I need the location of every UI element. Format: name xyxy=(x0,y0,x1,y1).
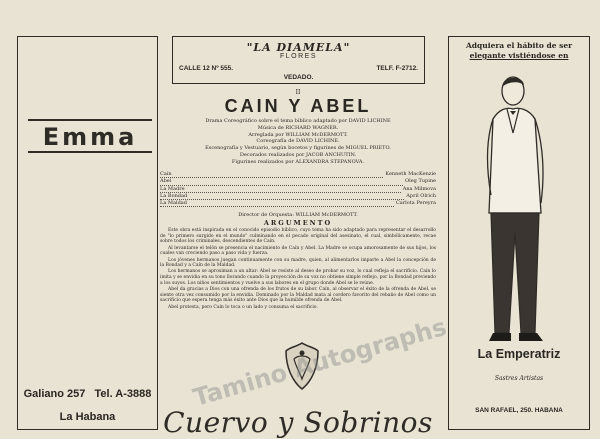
emma-phone: Tel. A-3888 xyxy=(94,388,152,400)
venue-contact xyxy=(179,65,418,72)
emma-brand: Emma xyxy=(42,123,138,151)
conductor-credit: Director de Orquesta: WILLIAM McDERMOTT. xyxy=(238,212,358,218)
cast-dancer: April Olrich xyxy=(406,192,436,199)
credit-line: Arreglada por WILLIAM McDERMOTT. xyxy=(248,131,348,138)
slogan-line: elegante vistiéndose en xyxy=(469,51,569,60)
venue-name: "LA DIAMELA" xyxy=(246,41,351,54)
emperatriz-advertisement xyxy=(448,36,590,430)
emma-address-line xyxy=(22,388,153,400)
venue-phone: TELF. F-2712. xyxy=(376,65,418,72)
cast-list xyxy=(160,171,436,207)
synopsis-paragraph: Al levantarse el telón se presencia el nacimiento de Caín y Abel. La Madre se ocupa amorosamente de sus hijos, los cuales van creciendo paso a paso vida y fuerza. xyxy=(160,245,436,257)
cast-dancer: Kenneth MacKenzie xyxy=(385,171,436,177)
cast-row xyxy=(160,200,436,207)
cast-role: Abel xyxy=(160,178,403,185)
venue-advertisement xyxy=(172,36,425,84)
emma-advertisement xyxy=(17,36,158,430)
emperatriz-slogan xyxy=(449,41,589,61)
slogan-line: Adquiera el hábito de ser xyxy=(465,41,573,50)
credit-line: Coreografía de DAVID LICHINE. xyxy=(256,138,340,145)
venue-address: CALLE 12 Nº 555. xyxy=(179,65,234,72)
emperatriz-address: SAN RAFAEL, 250. HABANA xyxy=(475,407,563,414)
emperatriz-store-subtitle: Sastres Artistas xyxy=(494,375,544,382)
venue-city: VEDADO. xyxy=(283,74,314,81)
cast-role: La Bondad xyxy=(160,193,404,200)
credit-line: Música de RICHARD WAGNER. xyxy=(257,124,339,131)
emma-city: La Habana xyxy=(59,411,116,423)
cast-row xyxy=(160,178,436,185)
synopsis-paragraph: Abel da gracias a Dios con una ofrenda de los frutos de su labor. Caín, al observar el éxito de la ofrenda de Abel, se siente otra vez consumido por la envidia. Dominado por la Maldad mata al cordero favorito del rebaño de Abel como un sacrificio que espera tenga más éxito ante Dios que la humilde ofrenda de Abel. xyxy=(160,287,436,304)
synopsis-paragraph: Los hermanos se aproximan a un altar: Abel se resiste al deseo de probar su voz, lo cual refleja el sacrificio. Caín lo imita y se envidia en su tono llorando cuando la proyección de su voz no obtiene simple reflejo, por la Bondad previendo a los suyos. Los niños sentimientos y vuelve a sus labores en el grupo donde Abel se le reúne. xyxy=(160,269,436,286)
watermark: Tamino Autographs xyxy=(190,312,450,412)
synopsis-paragraph: Los jóvenes hermanos juegan continuamente con su madre, quien, al alimentarlos imparte a Abel la concepción de la Bondad y a Caín de la Maldad. xyxy=(160,257,436,269)
synopsis-paragraph: Abel protesta, pero Caín lo toca o un lado y consuma el sacrificio. xyxy=(168,304,318,310)
synopsis-heading: ARGUMENTO xyxy=(263,219,333,227)
credits-block xyxy=(160,118,436,166)
emma-address: Galiano 257 xyxy=(23,388,86,400)
emperatriz-store-name: La Emperatriz xyxy=(477,347,561,361)
venue-subtitle: FLORES xyxy=(279,53,317,60)
cast-role: La Maldad xyxy=(160,200,394,207)
synopsis-paragraph: Este obra está inspirada en el conocido episodio bíblico, cuyo tema ha sido adaptado para representar el desarrollo de "lo primero surgido en el mundo" culminando en el pecado original del asesinato, el cual, simbólicamente, recae sobre todos los criminales, descendientes de Caín. xyxy=(160,228,436,245)
sponsor-logo: Cuervo y Sobrinos xyxy=(163,406,433,439)
cast-dancer: Ana Milmova xyxy=(402,185,436,192)
program-number: II xyxy=(295,89,301,96)
cast-dancer: Oleg Tupine xyxy=(405,178,436,185)
cast-row xyxy=(160,171,436,178)
gentleman-illustration-icon xyxy=(477,63,567,363)
emma-logo xyxy=(28,119,152,153)
cast-role: La Madre xyxy=(160,186,401,193)
sponsor-crest-icon xyxy=(280,341,324,391)
cast-role: Caín xyxy=(160,171,383,178)
cast-row xyxy=(160,186,436,193)
synopsis-text xyxy=(160,228,436,311)
cast-row xyxy=(160,193,436,200)
credit-line: Drama Coreográfico sobre el tema bíblico adaptado por DAVID LICHINE xyxy=(205,118,391,124)
cast-dancer: Carlota Pereyra xyxy=(395,200,436,207)
credit-line: Figurines realizados por ALEXANDRA STEPANOVA. xyxy=(231,158,365,165)
credit-line: Escenografía y Vestuario, según bocetos y figurines de MIGUEL PRIETO. xyxy=(205,145,391,152)
program-page xyxy=(160,36,436,439)
credit-line: Decorados realizados por JACOB ANCHUTIN. xyxy=(239,151,357,158)
ballet-title: CAIN Y ABEL xyxy=(224,96,372,116)
